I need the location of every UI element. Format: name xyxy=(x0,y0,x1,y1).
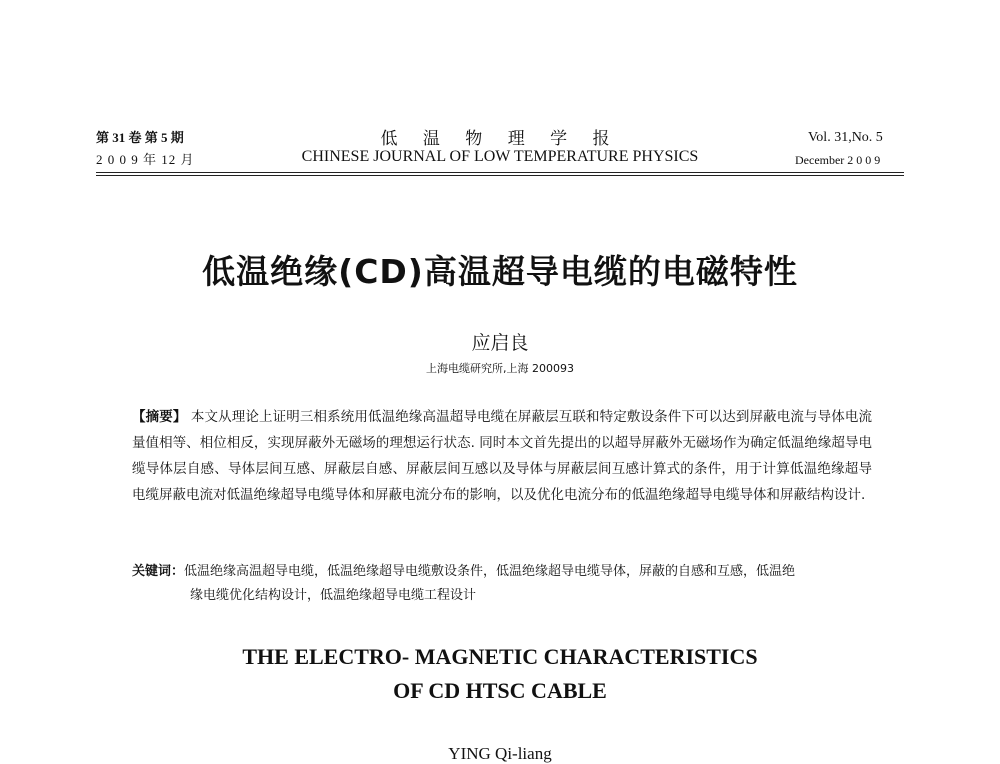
affiliation-cn: 上海电缆研究所,上海 200093 xyxy=(426,362,574,375)
author-en: YING Qi-liang xyxy=(448,744,552,763)
paper-title-cn: 低温绝缘(CD)高温超导电缆的电磁特性 xyxy=(202,252,798,291)
volume-issue-en: Vol. 31,No. 5 xyxy=(808,130,883,145)
keywords-label: 关键词： xyxy=(132,564,185,579)
abstract xyxy=(132,404,872,508)
journal-title-cn: 低 温 物 理 学 报 xyxy=(380,129,620,149)
paper-title-en-line-1: THE ELECTRO- MAGNETIC CHARACTERISTICS xyxy=(242,644,758,669)
volume-issue-cn: 第 31 卷 第 5 期 xyxy=(96,130,184,145)
paper-title-en xyxy=(0,640,1000,708)
abstract-text: 本文从理论上证明三相系统用低温绝缘高温超导电缆在屏蔽层互联和特定敷设条件下可以达到屏蔽电流与导体电流量值相等、相位相反，实现屏蔽外无磁场的理想运行状态. 同时本文首先提出的以超导屏蔽外无磁场作为确定低温绝缘超导电缆导体层自感、导体层间互感、屏蔽层自感、屏蔽层间互感以及导体与屏蔽层间互感计算式的条件，用于计算低温绝缘超导电缆屏蔽电流对低温绝缘超导电缆导体和屏蔽电流分布的影响，以及优化电流分布的低温绝缘超导电缆导体和屏蔽结构设计. xyxy=(132,409,873,503)
author-cn: 应启良 xyxy=(471,332,529,354)
abstract-label: 【摘要】 xyxy=(132,409,187,425)
paper-title-en-line-2: OF CD HTSC CABLE xyxy=(393,678,607,703)
keywords-line-1: 低温绝缘高温超导电缆，低温绝缘超导电缆敷设条件，低温绝缘超导电缆导体，屏蔽的自感和互感，低温绝 xyxy=(184,564,796,579)
header-rule-bottom xyxy=(96,175,904,176)
date-en: December 2 0 0 9 xyxy=(795,153,881,167)
keywords-line-2: 缘电缆优化结构设计，低温绝缘超导电缆工程设计 xyxy=(190,588,477,603)
journal-title-en: CHINESE JOURNAL OF LOW TEMPERATURE PHYSICS xyxy=(301,148,699,165)
date-cn: 2 0 0 9 年 12 月 xyxy=(96,152,195,167)
keywords xyxy=(132,560,872,608)
header-rule-top xyxy=(96,172,904,173)
